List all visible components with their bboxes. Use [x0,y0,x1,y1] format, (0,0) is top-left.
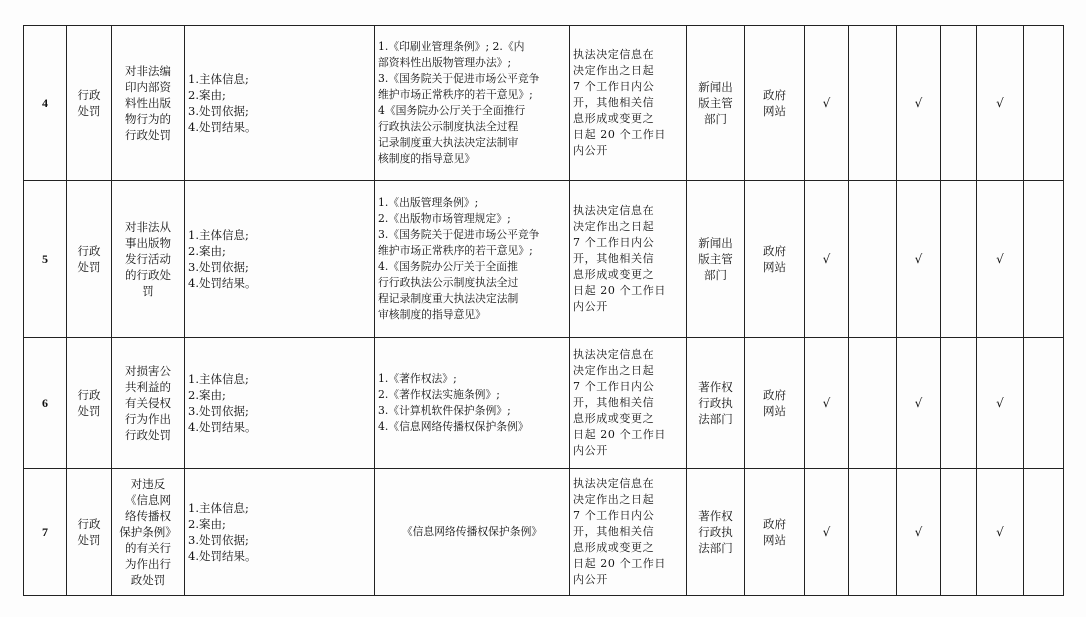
responsible-dept-line: 著作权 [698,380,733,394]
matter-name-line: 保护条例》 [119,525,177,539]
disclosure-content-line: 2.案由; [188,244,226,258]
disclosure-time-line: 7 个工作日内公 [573,236,655,249]
disclosure-channel-cell [745,181,805,338]
check-cell [805,26,849,181]
check-cell [977,469,1024,596]
disclosure-time-line: 日起 20 个工作日 [573,428,666,441]
responsible-dept-line: 法部门 [698,412,733,426]
matter-name-line: 对非法从 [125,220,171,234]
disclosure-time-cell [570,469,687,596]
matter-name-line: 为作出行 [125,557,171,571]
responsible-dept-line: 部门 [704,268,727,282]
check-cell [977,338,1024,469]
disclosure-channel-line: 政府 [763,244,786,258]
matter-name-line: 罚 [142,284,154,298]
check-cell [805,469,849,596]
disclosure-content-line: 1.主体信息; [188,72,249,86]
disclosure-time-line: 执法决定信息在 [573,348,655,361]
legal-basis-line: 行行政执法公示制度执法全过 [378,276,519,289]
disclosure-time-line: 息形成或变更之 [573,268,655,281]
disclosure-time-line: 内公开 [573,300,608,313]
disclosure-time-line: 开，其他相关信 [573,96,655,109]
check-cell [849,338,897,469]
check-mark: √ [822,96,831,110]
disclosure-time-line: 执法决定信息在 [573,204,655,217]
disclosure-content-line: 1.主体信息; [188,228,249,242]
disclosure-time-line: 决定作出之日起 [573,493,655,506]
row-number-cell [24,469,67,596]
legal-basis-line: 审核制度的指导意见》 [378,308,486,321]
disclosure-time-line: 息形成或变更之 [573,112,655,125]
legal-basis-line: 1.《著作权法》; [378,372,457,385]
disclosure-time-line: 息形成或变更之 [573,541,655,554]
disclosure-channel-cell [745,26,805,181]
disclosure-time-line: 日起 20 个工作日 [573,284,666,297]
legal-basis-line: 记录制度重大执法决定法制审 [378,136,519,149]
disclosure-content-line: 4.处罚结果。 [188,120,257,134]
matter-type-line: 行政 [77,517,101,531]
check-mark: √ [914,525,923,539]
row-number-cell [24,338,67,469]
disclosure-channel-line: 政府 [763,388,786,402]
disclosure-channel-cell [745,469,805,596]
legal-basis-line: 维护市场正常秩序的若干意见》; [378,88,533,101]
matter-name-line: 印内部资 [125,80,171,94]
disclosure-time-cell [570,26,687,181]
disclosure-time-line: 决定作出之日起 [573,364,655,377]
check-mark: √ [914,396,923,410]
table-row [24,338,1064,469]
matter-name-line: 物行为的 [125,112,171,126]
check-mark: √ [822,396,831,410]
check-mark: √ [996,252,1004,266]
matter-name-line: 料性出版 [125,96,171,110]
disclosure-content-line: 2.案由; [188,388,226,402]
responsible-dept-line: 行政执 [698,396,733,410]
disclosure-content-line: 3.处罚依据; [188,533,249,547]
check-cell [897,26,941,181]
row-number: 4 [42,96,48,110]
disclosure-content-line: 1.主体信息; [188,372,249,386]
responsible-dept-line: 版主管 [698,252,733,266]
disclosure-time-line: 日起 20 个工作日 [573,557,666,570]
matter-name-line: 的行政处 [125,268,171,282]
disclosure-content-line: 3.处罚依据; [188,260,249,274]
matter-type-cell [67,181,112,338]
check-cell [897,338,941,469]
legal-basis-line: 程记录制度重大执法决定法制 [378,292,519,305]
check-cell [1024,26,1064,181]
responsible-dept-line: 部门 [704,112,727,126]
check-cell [1024,181,1064,338]
matter-name-line: 行政处罚 [125,428,171,442]
table-body [24,26,1064,596]
responsible-dept-cell [687,181,745,338]
check-mark: √ [996,525,1004,539]
responsible-dept-line: 著作权 [698,509,733,523]
disclosure-time-line: 开，其他相关信 [573,525,655,538]
matter-name-cell [112,469,185,596]
disclosure-time-line: 7 个工作日内公 [573,380,655,393]
check-cell [849,26,897,181]
legal-basis-line: 2.《出版物市场管理规定》; [378,212,511,225]
responsible-dept-line: 行政执 [698,525,733,539]
disclosure-time-line: 内公开 [573,573,608,586]
matter-name-line: 络传播权 [125,509,171,523]
disclosure-time-line: 内公开 [573,444,608,457]
matter-type-cell [67,26,112,181]
responsible-dept-line: 版主管 [698,96,733,110]
legal-basis-cell [375,338,570,469]
disclosure-content-line: 4.处罚结果。 [188,549,257,563]
disclosure-content-cell [185,26,375,181]
row-number-cell [24,26,67,181]
check-mark: √ [914,252,923,266]
legal-basis-line: 行政执法公示制度执法全过程 [378,120,519,133]
matter-name-line: 事出版物 [125,236,171,250]
check-cell [805,338,849,469]
check-mark: √ [996,396,1004,410]
disclosure-time-cell [570,181,687,338]
disclosure-time-line: 决定作出之日起 [573,220,655,233]
disclosure-content-cell [185,338,375,469]
matter-name-cell [112,26,185,181]
check-cell [941,181,977,338]
check-mark: √ [914,96,923,110]
matter-name-line: 《信息网 [125,493,171,507]
matter-name-line: 对非法编 [125,64,171,78]
disclosure-content-cell [185,469,375,596]
disclosure-channel-line: 政府 [763,517,786,531]
disclosure-time-line: 7 个工作日内公 [573,509,655,522]
legal-basis-line: 3.《国务院关于促进市场公平竞争 [378,228,540,241]
matter-name-line: 对违反 [130,477,166,491]
disclosure-channel-line: 政府 [763,88,786,102]
legal-basis-line: 4.《信息网络传播权保护条例》 [378,420,529,433]
disclosure-channel-cell [745,338,805,469]
matter-name-line: 的有关行 [125,541,171,555]
disclosure-content-line: 2.案由; [188,88,226,102]
matter-type-line: 行政 [77,88,101,102]
legal-basis-line: 1.《出版管理条例》; [378,196,479,209]
legal-basis-line: 4《国务院办公厅关于全面推行 [378,104,526,117]
check-mark: √ [996,96,1004,110]
matter-name-line: 对损害公 [125,364,171,378]
legal-basis-line: 《信息网络传播权保护条例》 [401,525,543,538]
legal-basis-line: 1.《印刷业管理条例》; 2.《内 [378,40,525,53]
disclosure-time-line: 执法决定信息在 [573,477,655,490]
check-cell [849,181,897,338]
legal-basis-line: 部资料性出版物管理办法》; [378,56,512,69]
disclosure-content-line: 4.处罚结果。 [188,276,257,290]
disclosure-channel-line: 网站 [763,260,786,274]
legal-basis-line: 2.《著作权法实施条例》; [378,388,500,401]
matter-name-line: 有关侵权 [125,396,171,410]
row-number-cell [24,181,67,338]
check-cell [977,26,1024,181]
matter-name-line: 发行活动 [125,252,171,266]
legal-basis-line: 3.《计算机软件保护条例》; [378,404,511,417]
disclosure-time-line: 7 个工作日内公 [573,80,655,93]
matter-type-cell [67,338,112,469]
disclosure-content-cell [185,181,375,338]
disclosure-content-line: 1.主体信息; [188,501,249,515]
disclosure-content-line: 3.处罚依据; [188,104,249,118]
responsible-dept-line: 法部门 [698,541,733,555]
row-number: 6 [42,396,48,410]
legal-basis-line: 核制度的指导意见》 [378,152,476,165]
check-mark: √ [822,525,831,539]
disclosure-channel-line: 网站 [763,404,786,418]
disclosure-time-cell [570,338,687,469]
matter-name-line: 行为作出 [125,412,171,426]
disclosure-time-line: 内公开 [573,144,608,157]
matter-name-line: 政处罚 [130,573,166,587]
legal-basis-line: 4.《国务院办公厅关于全面推 [378,260,518,273]
matter-name-line: 共利益的 [125,380,171,394]
check-cell [1024,469,1064,596]
disclosure-content-line: 2.案由; [188,517,226,531]
check-mark: √ [822,252,831,266]
row-number: 5 [42,252,48,266]
check-cell [941,26,977,181]
table-row [24,181,1064,338]
matter-type-line: 行政 [77,388,101,402]
check-cell [977,181,1024,338]
table-row [24,469,1064,596]
matter-name-cell [112,181,185,338]
responsible-dept-cell [687,26,745,181]
responsible-dept-line: 新闻出 [698,80,733,94]
disclosure-time-line: 开，其他相关信 [573,252,655,265]
disclosure-time-line: 息形成或变更之 [573,412,655,425]
responsible-dept-cell [687,338,745,469]
matter-type-cell [67,469,112,596]
check-cell [897,469,941,596]
matter-type-line: 处罚 [77,533,101,547]
legal-basis-line: 3.《国务院关于促进市场公平竞争 [378,72,540,85]
matter-type-line: 行政 [77,244,101,258]
check-cell [849,469,897,596]
matter-type-line: 处罚 [77,404,101,418]
legal-basis-line: 维护市场正常秩序的若干意见》; [378,244,533,257]
disclosure-table [23,25,1064,596]
check-cell [897,181,941,338]
disclosure-content-line: 3.处罚依据; [188,404,249,418]
disclosure-time-line: 决定作出之日起 [573,64,655,77]
disclosure-time-line: 执法决定信息在 [573,48,655,61]
check-cell [941,469,977,596]
matter-name-cell [112,338,185,469]
responsible-dept-line: 新闻出 [698,236,733,250]
legal-basis-cell [375,469,570,596]
row-number: 7 [42,525,48,539]
disclosure-content-line: 4.处罚结果。 [188,420,257,434]
check-cell [941,338,977,469]
legal-basis-cell [375,181,570,338]
matter-type-line: 处罚 [77,260,101,274]
disclosure-time-line: 日起 20 个工作日 [573,128,666,141]
matter-name-line: 行政处罚 [125,128,171,142]
matter-type-line: 处罚 [77,104,101,118]
responsible-dept-cell [687,469,745,596]
disclosure-time-line: 开，其他相关信 [573,396,655,409]
disclosure-channel-line: 网站 [763,104,786,118]
check-cell [1024,338,1064,469]
check-cell [805,181,849,338]
disclosure-channel-line: 网站 [763,533,786,547]
table-row [24,26,1064,181]
legal-basis-cell [375,26,570,181]
